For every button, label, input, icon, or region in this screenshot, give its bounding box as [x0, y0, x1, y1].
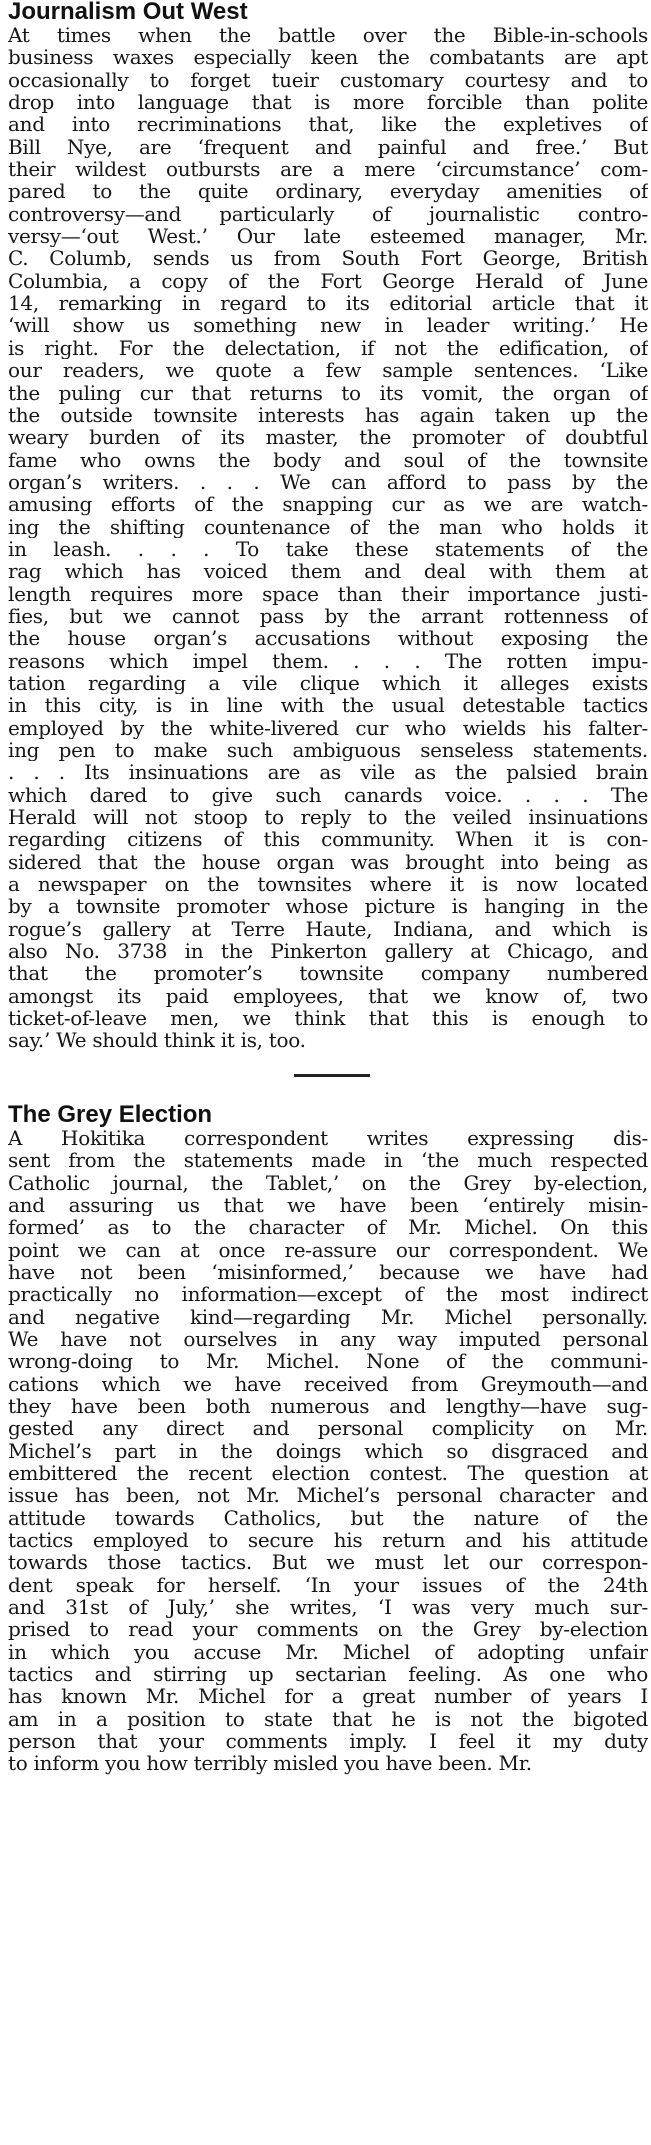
separator: [8, 1052, 648, 1100]
text-line: C. Columb, sends us from South Fort George, British: [8, 247, 648, 270]
text-line: drop into language that is more forcible than polite: [8, 91, 648, 114]
text-line: and negative kind—regarding Mr. Michel personally.: [8, 1305, 648, 1328]
article-body: [8, 1127, 648, 1775]
text-line: business waxes especially keen the combatants are apt: [8, 46, 648, 69]
text-line: prised to read your comments on the Grey by-election: [8, 1618, 648, 1641]
text-line: to inform you how terribly misled you have been. Mr.: [8, 1752, 532, 1775]
text-line: tation regarding a vile clique which it alleges exists: [8, 671, 648, 695]
text-line: also No. 3738 in the Pinkerton gallery at Chicago, and: [8, 940, 648, 963]
text-line: tactics and stirring up sectarian feeling. As one who: [8, 1663, 648, 1686]
text-line: A Hokitika correspondent writes expressing dis-: [8, 1126, 648, 1150]
text-line: organ’s writers. . . . We can afford to pass by the: [8, 470, 648, 494]
text-line: rogue’s gallery at Terre Haute, Indiana, and which is: [8, 917, 648, 941]
text-line: tactics employed to secure his return and his attitude: [8, 1529, 648, 1552]
text-line: occasionally to forget tueir customary courtesy and to: [8, 68, 648, 92]
article-title: Journalism Out West: [8, 0, 248, 25]
text-line: gested any direct and personal complicity on Mr.: [8, 1417, 648, 1440]
text-line: and into recriminations that, like the expletives of: [8, 113, 648, 136]
text-line: Michel’s part in the doings which so disgraced and: [8, 1439, 648, 1462]
text-line: fies, but we cannot pass by the arrant rottenness of: [8, 604, 648, 628]
text-line: our readers, we quote a few sample sentences. ‘Like: [8, 359, 648, 382]
text-line: the puling cur that returns to its vomit, the organ of: [8, 381, 648, 404]
text-line: . . . Its insinuations are as vile as the palsied brain: [8, 761, 648, 784]
text-line: embittered the recent election contest. The question at: [8, 1461, 648, 1485]
text-line: Columbia, a copy of the Fort George Herald of June: [8, 269, 648, 293]
text-line: in which you accuse Mr. Michel of adopting unfair: [8, 1640, 648, 1664]
text-line: 14, remarking in regard to its editorial article that it: [8, 292, 648, 315]
article-grey-election: [8, 1100, 648, 1775]
text-line: wrong-doing to Mr. Michel. None of the communi-: [8, 1350, 648, 1373]
text-line: weary burden of its master, the promoter of doubtful: [8, 426, 648, 449]
text-line: ticket-of-leave men, we think that this is enough to: [8, 1007, 648, 1030]
text-line: employed by the white-livered cur who wields his falter-: [8, 716, 648, 739]
text-line: pared to the quite ordinary, everyday amenities of: [8, 180, 648, 203]
text-line: sidered that the house organ was brought into being as: [8, 850, 648, 874]
text-line: am in a position to state that he is not the bigoted: [8, 1707, 648, 1731]
text-line: Herald will not stoop to reply to the veiled insinuations: [8, 806, 648, 829]
text-line: formed’ as to the character of Mr. Michel. On this: [8, 1216, 648, 1239]
text-line: by a townsite promoter whose picture is hanging in the: [8, 895, 648, 918]
text-line: versy—‘out West.’ Our late esteemed manager, Mr.: [8, 225, 648, 248]
text-line: say.’ We should think it is, too.: [8, 1029, 306, 1052]
text-line: fame who owns the body and soul of the townsite: [8, 448, 648, 471]
text-line: they have been both numerous and lengthy—have sug-: [8, 1394, 648, 1418]
text-line: rag which has voiced them and deal with them at: [8, 560, 648, 583]
text-line: ‘will show us something new in leader writing.’ He: [8, 314, 648, 337]
text-line: Bill Nye, are ‘frequent and painful and free.’ But: [8, 135, 648, 159]
text-line: controversy—and particularly of journalistic contro-: [8, 202, 648, 226]
text-line: cations which we have received from Greymouth—and: [8, 1372, 648, 1395]
text-line: and 31st of July,’ she writes, ‘I was very much sur-: [8, 1596, 648, 1619]
text-line: length requires more space than their importance justi-: [8, 582, 648, 605]
text-line: dent speak for herself. ‘In your issues of the 24th: [8, 1573, 648, 1597]
article-body: [8, 24, 648, 1052]
text-line: reasons which impel them. . . . The rotten impu-: [8, 649, 648, 672]
text-line: which dared to give such canards voice. . . . The: [8, 783, 648, 807]
text-line: that the promoter’s townsite company numbered: [8, 962, 648, 985]
separator-rule: [294, 1074, 370, 1077]
text-line: sent from the statements made in ‘the much respected: [8, 1149, 648, 1172]
text-line: amongst its paid employees, that we know of, two: [8, 984, 648, 1008]
text-line: has known Mr. Michel for a great number of years I: [8, 1685, 648, 1708]
text-line: person that your comments imply. I feel it my duty: [8, 1730, 648, 1753]
text-line: At times when the battle over the Bible-in-schools: [8, 24, 648, 47]
text-line: the outside townsite interests has again taken up the: [8, 403, 648, 427]
text-line: practically no information—except of the most indirect: [8, 1283, 648, 1306]
text-line: attitude towards Catholics, but the nature of the: [8, 1506, 648, 1529]
text-line: regarding citizens of this community. When it is con-: [8, 828, 648, 851]
text-line: is right. For the delectation, if not the edification, of: [8, 336, 648, 360]
text-line: in leash. . . . To take these statements of the: [8, 537, 648, 561]
text-line: and assuring us that we have been ‘entirely misin-: [8, 1193, 648, 1217]
text-line: point we can at once re-assure our correspondent. We: [8, 1238, 648, 1261]
article-title: The Grey Election: [8, 1100, 213, 1128]
text-line: their wildest outbursts are a mere ‘circumstance’ com-: [8, 158, 648, 181]
text-line: a newspaper on the townsites where it is now located: [8, 873, 648, 896]
text-line: have not been ‘misinformed,’ because we have had: [8, 1260, 648, 1284]
text-line: towards those tactics. But we must let our correspon-: [8, 1551, 648, 1574]
text-line: amusing efforts of the snapping cur as we are watch-: [8, 493, 648, 516]
text-line: ing pen to make such ambiguous senseless statements.: [8, 739, 648, 762]
text-line: issue has been, not Mr. Michel’s personal character and: [8, 1484, 648, 1507]
text-line: We have not ourselves in any way imputed personal: [8, 1327, 648, 1351]
text-line: Catholic journal, the Tablet,’ on the Grey by-election,: [8, 1171, 648, 1194]
text-line: ing the shifting countenance of the man who holds it: [8, 515, 648, 538]
text-line: the house organ’s accusations without exposing the: [8, 627, 648, 650]
text-line: in this city, is in line with the usual detestable tactics: [8, 694, 648, 717]
article-journalism-out-west: [8, 0, 648, 1052]
